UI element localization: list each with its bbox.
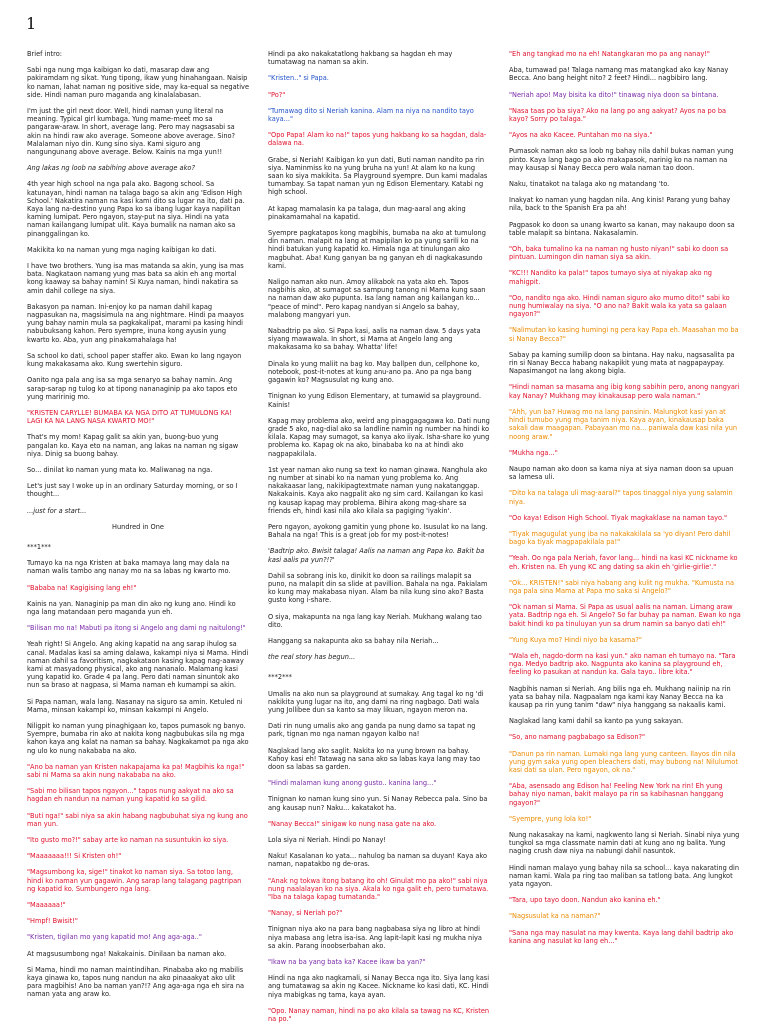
- paragraph: "Ano ba naman yan Kristen nakapajama ka pa! Magbihis ka nga!" sabi ni Mama sa akin nung nakababa na ako.: [27, 762, 247, 779]
- paragraph: "Opo Papa! Alam ko na!" tapos yung hakbang ko sa hagdan, dala-dalawa na.: [268, 131, 487, 148]
- paragraph: That's my mom! Kapag galit sa akin yan, buong-buo yung pangalan ko. Kaya eto na naman, ang lakas na naman ng sigaw niya. Dinig sa buong bahay.: [27, 433, 241, 458]
- paragraph: Naku! Kasalanan ko yata... nahulog ba naman sa duyan! Kaya ako naman, napatakbo ng de-oras.: [268, 852, 490, 869]
- paragraph: Inakyat ko naman yung hagdan nila. Ang kinis! Parang yung bahay nila, back to the Spanish Era pa ah!: [509, 196, 733, 213]
- paragraph: Let's just say I woke up in an ordinary Saturday morning, or so I thought...: [27, 482, 240, 499]
- paragraph: Yeah right! Si Angelo. Ang aking kapatid na ang sarap ihulog sa canal. Madalas kasi sa aming dalawa, kakampi niya si Mama. Hindi naman dahil sa favoritism, nagkakataon kasing kapag nag-aaway kami at masyadong physical, ako ang nananalo. Malamang kasi yung kapatid ko. Grade 4 pa lang. Pero dati naman sinuntok ako nun sa braso at nagpasa, si Mama naman eh kumampi sa akin.: [27, 640, 251, 690]
- paragraph: Umalis na ako nun sa playground at sumakay. Ang tagal ko ng 'di nakikita yung lugar na ito, ang dami na ring nagbago. Dati wala yung Jollibee dun sa kanto sa may likuan, ngayon meron na.: [268, 689, 486, 714]
- paragraph: "Oo kaya! Edison High School. Tiyak magkaklase na naman tayo.": [509, 513, 728, 522]
- paragraph: "Ok naman si Mama. Si Papa as usual aalis na naman. Limang araw yata. Badtrip nga eh. Si Angelo? So far buhay pa naman. Ewan ko nga bakit hindi ko pa tinuluyan yun sa drum namin sa banyo dati eh!": [509, 603, 743, 628]
- paragraph: O siya, makapunta na nga lang kay Neriah. Mukhang walang tao dito.: [268, 612, 484, 629]
- paragraph: "Kristen.." si Papa.: [268, 74, 329, 83]
- text-column-left: [27, 50, 252, 1024]
- paragraph: Bakasyon pa naman. Ini-enjoy ko pa naman dahil kapag nagpasukan na, magsisimula na ang nightmare. Hindi pa maayos yung bahay namin mula sa pagkakalipat, marami pa kasing hindi nabubuksang kahon. Pero syempre, inuna kong ayusin yung kwarto ko. Aba, yun ang pinakamahalaga ha!: [27, 302, 246, 344]
- paragraph: "Sana nga may nasulat na may kwenta. Kaya lang dahil badtrip ako kanina ang nasulat ko lang eh...": [509, 928, 736, 945]
- paragraph: "Anak ng tokwa itong batang ito oh! Ginulat mo pa ako!" sabi niya nung naalalayan ko na siya. Akala ko nga galit eh, pero tumatawa. "Iba na talaga kapag tumatanda.": [268, 876, 491, 902]
- paragraph: "Hindi malaman kung anong gusto.. kanina lang...": [268, 779, 437, 788]
- paragraph: Sa school ko dati, school paper staffer ako. Ewan ko lang ngayon kung makakasama ako. Kung swertehin siguro.: [27, 351, 244, 369]
- paragraph: "Tara, upo tayo doon. Nandun ako kanina eh.": [509, 896, 661, 905]
- paragraph: Syempre pagkatapos kong magbihis, bumaba na ako at tumulong din naman. malapit na lang at mapipilan ko pa yung sarili ko na hindi batukan yung kapatid ko. Himala nga at tinulungan ako magbuhat. Aba! Kung ganyan ba ng ganyan eh di nagkakasundo kami.: [268, 229, 489, 270]
- paragraph: "Tumawag dito si Neriah kanina. Alam na niya na nandito tayo kaya...": [268, 106, 476, 124]
- paragraph: Nagbihis naman si Neriah. Ang bilis nga eh. Mukhang naiinip na rin yata sa bahay nila. Nagpaalam nga kami kay Nanay Becca na ka kausap pa rin yung tanim "daw" niya hanggang sa nakaalis kami.: [509, 684, 733, 709]
- paragraph: At kapag mamalasin ka pa talaga, dun mag-aaral ang aking pinakamamahal na kapatid.: [268, 204, 468, 221]
- paragraph: Pero ngayon, ayokong gamitin yung phone ko. Isusulat ko na lang. Bahala na nga! This is a great job for my post-it-notes!: [268, 522, 490, 540]
- paragraph: "Opo. Nanay naman, hindi na po ako kilala sa tawag na KC, Kristen na po.": [268, 1006, 492, 1024]
- paragraph: "Ikaw na ba yang bata ka? Kacee ikaw ba yan?": [268, 958, 426, 967]
- page-number: 1: [26, 14, 37, 33]
- paragraph: "Ok... KRISTEN!" sabi niya habang ang kulit ng mukha. "Kumusta na nga pala sina Mama at Papa mo saka si Angelo?": [509, 578, 737, 595]
- paragraph: Makikita ko na naman yung mga naging kaibigan ko dati.: [27, 245, 217, 254]
- paragraph: "Sabi mo bilisan tapos ngayon..." tapos nung aakyat na ako sa hagdan eh nandun na naman yung kapatid ko sa gilid.: [27, 787, 236, 804]
- paragraph: "Hmpf! Bwisit!": [27, 917, 78, 926]
- paragraph: Dinala ko yung maliit na bag ko. May ballpen dun, cellphone ko, notebook, post-it-notes at kung anu-ano pa. Ano pa nga bang gagawin ko? Magsusulat ng kung ano.: [268, 359, 482, 385]
- paragraph: "Kristen, tigilan mo yang kapatid mo! Ang aga-aga..": [27, 933, 202, 942]
- paragraph: "Neriah apo! May bisita ka dito!" tinawag niya doon sa bintana.: [509, 90, 719, 99]
- paragraph: "KRISTEN CARYLLE! BUMABA KA NGA DITO AT TUMULONG KA! LAGI KA NA LANG NASA KWARTO MO!": [27, 408, 235, 426]
- paragraph: "Nanay Becca!" sinigaw ko nung nasa gate na ako.: [268, 819, 437, 828]
- paragraph: Niligpit ko naman yung pinaghigaan ko, tapos pumasok ng banyo. Syempre, bumaba rin ako at nakita kong nagbubukas sila ng mga kahon kaya ang kalat na naman sa bahay. Nagkakamot pa nga ako ng ulo ko nung nakababa na ako.: [27, 721, 251, 755]
- paragraph: Hindi pa ako nakakatatlong hakbang sa hagdan eh may tumatawag na naman sa akin.: [268, 50, 455, 67]
- paragraph: Kapag may problema ako, weird ang pinaggagagawa ko. Dati nung grade 5 ako, nag-dial ako sa landline namin ng number na hindi ko kilala. Kapag may sumagot, sa kanya ako iiyak. Isha-share ko yung problema ko. Kapag ok na ako, binababa ko na at hindi ako nagpapakilala.: [268, 416, 492, 458]
- paragraph: Dahil sa sobrang inis ko, dinikit ko doon sa railings malapit sa puno, na malapit din sa slide at pavillion. Bahala na nga. Pakialam ko kung may makabasa niyan. Alam ba nila kung sino ako? Basta gusto kong i-share.: [268, 571, 490, 605]
- paragraph: "Eh ang tangkad mo na eh! Natangkaran mo pa ang nanay!": [509, 50, 710, 58]
- paragraph: Naligo naman ako nun. Amoy alikabok na yata ako eh. Tapos nagbihis ako, at sumagot sa sampung tanong ni Mama kung saan na naman daw ako pupunta. Isa lang naman ang kailangan ko... "peace of mind". Pero kapag nandyan si Angelo sa bahay, malabong mangyari yun.: [268, 278, 488, 319]
- paragraph: "Wala eh, nagdo-dorm na kasi yun." ako naman eh tumayo na. "Tara nga. Medyo badtrip ako. Nagpunta ako kanina sa playground eh, feeling ko pasukan at nandun ka. Gala tayo.. libre kita.": [509, 651, 738, 677]
- paragraph: Oanito nga pala ang isa sa mga senaryo sa bahay namin. Ang sarap-sarap ng tulog ko at tipong nananaginip pa ako tapos eto yung maririnig mo.: [27, 376, 240, 401]
- paragraph: Hindi na nga ako nagkamali, si Nanay Becca nga ito. Siya lang kasi ang tumatawag sa akin ng Kacee. Nickname ko kasi dati, KC. Hindi niya mabigkas ng tama, kaya ayan.: [268, 974, 492, 999]
- paragraph: So... dinilat ko naman yung mata ko. Maliwanag na nga.: [27, 465, 213, 474]
- paragraph: "Magsumbong ka, sige!" tinakot ko naman siya. Sa totoo lang, hindi ko naman yun gagawin. Ang sarap lang talagang pagtripan ng kapatid ko. Sumbungero nga lang.: [27, 868, 244, 893]
- paragraph: "Maaaaaa!": [27, 901, 66, 910]
- paragraph: Nung nakasakay na kami, nagkwento lang si Neriah. Sinabi niya yung tungkol sa mga classmate namin dati at kung ano ng balita. Yung naging crush daw niya na nabungi dahil nasuntok.: [509, 831, 742, 856]
- paragraph: Hundred in One: [112, 522, 164, 531]
- paragraph: "Nalimutan ko kasing humingi ng pera kay Papa eh. Maasahan mo ba si Nanay Becca?": [509, 326, 741, 343]
- paragraph: Nabadtrip pa ako. Si Papa kasi, aalis na naman daw. 5 days yata siyang mawawala. In short, si Mama at Angelo lang ang makakasama ko sa bahay. Whatta' life!: [268, 327, 483, 352]
- paragraph: "Tiyak magugulat yung iba na nakakakilala sa 'yo diyan! Pero dahil bago ka tiyak magpapakilala pa!": [509, 529, 733, 547]
- paragraph: Naupo naman ako doon sa kama niya at siya naman doon sa upuan sa lamesa uli.: [509, 464, 736, 482]
- paragraph: Sabi nga nung mga kaibigan ko dati, masarap daw ang pakiramdam ng sikat. Yung tipong, ikaw yung hinahangaan. Naisip ko naman, lahat naman ng positive side, may ka-equal sa negative side. Hindi naman puro maganda ang kinalalabasan.: [27, 66, 252, 99]
- paragraph: "Mukha nga...": [509, 448, 558, 457]
- paragraph: Hanggang sa nakapunta ako sa bahay nila Neriah...: [268, 636, 439, 645]
- paragraph: Naglakad lang ako saglit. Nakita ko na yung brown na bahay. Kahoy kasi eh! Tatawag na sana ako sa labas kaya lang may tao doon sa labas sa garden.: [268, 746, 483, 771]
- paragraph: Naglakad lang kami dahil sa kanto pa yung sakayan.: [509, 717, 684, 726]
- paragraph: 4th year high school na nga pala ako. Bagong school. Sa katunayan, hindi naman na talaga bago sa akin ang 'Edison High School.' Nakatira naman na kasi kami dito sa lugar na ito, dati pa. Kaya lang na-destino yung Papa ko sa ibang lugar kaya napilitan kaming lumipat. Pero ngayon, stay-put na siya. Hindi na yata naman kailangang lumipat ulit. Kaya bumalik na naman ako sa pinanggalingan ko.: [27, 180, 247, 238]
- paragraph: "Ayos na ako Kacee. Puntahan mo na siya.": [509, 131, 653, 140]
- paragraph: "Bababa na! Kagigising lang eh!": [27, 583, 137, 592]
- paragraph: Hindi naman malayo yung bahay nila sa school... kaya nakarating din naman kami. Wala pa ring tao maliban sa tatlong bata. Ang lungkot yata ngayon.: [509, 863, 742, 889]
- paragraph: I'm just the girl next door. Well, hindi naman yung literal na meaning. Typical girl kumbaga. Yung mame-meet mo sa pangaraw-araw. In short, average lang. Pero may nagsasabi sa akin na hindi raw ako average. Someone above average. Sino? Malalaman niyo din. Kung sino siya. Kami siguro ang nangungunang above average. Below. Kainis na mga yun!!: [27, 107, 238, 157]
- paragraph: "Syempre, yung lola ko!": [509, 814, 592, 823]
- paragraph: "Dito ka na talaga uli mag-aaral?" tapos tinaggal niya yung salamin niya.: [509, 489, 735, 506]
- paragraph: Brief intro:: [27, 50, 62, 58]
- paragraph: ***1***: [27, 542, 51, 551]
- paragraph: "Po?": [268, 90, 286, 99]
- paragraph: "Bilisan mo na! Mabuti pa itong si Angelo ang dami ng naitulong!": [27, 624, 246, 633]
- paragraph: "Ahh, yun ba? Huwag mo na lang pansinin. Malungkot kasi yan at hindi tumubo yung mga tanim niya. Kaya ayan, kinakausap baka sakali daw maagapan. Pabayaan mo na... paniwala daw kasi nila yun noong araw.": [509, 407, 740, 441]
- paragraph: "Buti nga!" sabi niya sa akin habang nagbubuhat siya ng kung ano man yun.: [27, 811, 250, 828]
- paragraph: Tinignan niya ako na para bang nagbabasa siya ng libro at hindi niya mabasa ang letra isa-isa. Ang lapit-lapit kasi ng mukha niya sa akin. Parang inoobserbahan ako.: [268, 925, 485, 950]
- paragraph: "Yung Kuya mo? Hindi niyo ba kasama?": [509, 635, 642, 644]
- paragraph: "Ito gusto mo?!" sabay arte ko naman na susuntukin ko siya.: [27, 836, 229, 845]
- paragraph: Kainis na yan. Nanaginip pa man din ako ng kung ano. Hindi ko nga lang matandaan pero maganda yun eh.: [27, 599, 238, 616]
- paragraph: Aba, tumawad pa! Talaga namang mas matangkad ako kay Nanay Becca. Ano bang height nito? 2 feet? Hindi... nagbibiro lang.: [509, 66, 731, 83]
- text-column-middle: [268, 50, 490, 1024]
- paragraph: ...just for a start...: [27, 506, 87, 515]
- paragraph: Grabe, si Neriah! Kaibigan ko yun dati, Buti naman nandito pa rin siya. Naminmiss ko na yung bruha na yun! At alam ko na kung saan ko siya makikita. Sa Playground syempre. Dun kami madalas tumambay. Sa tapat naman yun ng Edison Elementary. Katabi ng high school.: [268, 155, 490, 197]
- paragraph: "Oh, baka tumalino ka na naman ng husto niyan!" sabi ko doon sa pintuan. Lumingon din naman siya sa akin.: [509, 245, 731, 262]
- paragraph: "Yeah. Oo nga pala Neriah, favor lang... hindi na kasi KC nickname ko eh. Kristen na. Eh yung KC ang dating sa akin eh 'girlie-girlie'.": [509, 554, 740, 571]
- paragraph: Si Papa naman, wala lang. Nasanay na siguro sa amin. Ketuled ni Mama, minsan kakampi ko, minsan kakampi ni Angelo.: [27, 697, 245, 714]
- paragraph: Dati rin nung umalis ako ang ganda pa nung damo sa tapat ng park, tignan mo nga naman ngayon kalbo na!: [268, 722, 478, 739]
- paragraph: "Nanay, si Neriah po?": [268, 909, 343, 918]
- paragraph: Tinignan ko naman kung sino yun. Si Nanay Rebecca pala. Sino ba ang kausap nun? Naku... kakatakot ha.: [268, 795, 490, 812]
- paragraph: Sabay pa kaming sumilip doon sa bintana. Hay naku, nagsasalita pa rin si Nanay Becca habang nakapikit yung mata at nagpapaypay. Napasimangot na lang akong bigla.: [509, 350, 737, 376]
- paragraph: 1st year naman ako nung sa text ko naman ginawa. Nanghula ako ng number at sinabi ko na naman yung problema ko. Ang nakakaasar lang, nakikipagtextmate naman yung nakatanggap. Nakakainis. Kaya ako nagpalit ako ng sim card. Kailangan ko kasi ng kausap kapag may problema. Bihira akong mag-share sa friends eh, hindi kasi nila ako kilala sa pagiging 'iyakin'.: [268, 465, 490, 515]
- paragraph: "Nasa taas po ba siya? Ako na lang po ang aakyat? Ayos na po ba kayo? Sorry po talaga.": [509, 106, 729, 124]
- paragraph: 'Badtrip ako. Bwisit talaga! Aalis na naman ang Papa ko. Bakit ba kasi aalis pa yun?!?': [268, 547, 487, 564]
- paragraph: Tumayo ka na nga Kristen at baka mamaya lang may dala na naman walis tambo ang nanay mo na sa labas ng kwarto mo.: [27, 559, 232, 576]
- paragraph: "Nagsusulat ka na naman?": [509, 912, 601, 921]
- paragraph: Naku, tinatakot na talaga ako ng matandang 'to.: [509, 180, 670, 189]
- paragraph: "KC!!! Nandito ka pala!" tapos tumayo siya at niyakap ako ng mahigpit.: [509, 269, 715, 286]
- paragraph: "Hindi naman sa masama ang ibig kong sabihin pero, anong nangyari kay Nanay? Mukhang may kinakausap pero wala naman.": [509, 383, 742, 400]
- paragraph: "So, ano namang pagbabago sa Edison?": [509, 733, 646, 742]
- paragraph: Pumasok naman ako sa loob ng bahay nila dahil bukas naman yung pinto. Kaya lang bago pa ako makapasok, narinig ko na naman na may kausap si Nanay Becca pero wala naman tao doon.: [509, 147, 736, 172]
- paragraph: At magsusumbong nga! Nakakainis. Dinilaan ba naman ako.: [27, 949, 227, 958]
- paragraph: "Aba, asensado ang Edison ha! Feeling New York na rin! Eh yung bahay niyo naman, bakit malayo pa rin sa kabihasnan hanggang ngayon?": [509, 782, 726, 807]
- paragraph: the real story has begun...: [268, 653, 356, 662]
- paragraph: "Danun pa rin naman. Lumaki nga lang yung canteen. Ilayos din nila yung gym saka yung open bleachers dati, may bubong na! Nilulumot kasi dati sa ulan. Pero ngayon, ok na.": [509, 749, 741, 774]
- paragraph: I have two brothers. Yung isa mas matanda sa akin, yung isa mas bata. Nagkataon namang yung mas bata sa akin eh ang mortal kong kaaway sa bahay namin! Si Kuya naman, hindi nakatira sa amin dahil college na siya.: [27, 262, 246, 295]
- paragraph: Lola siya ni Neriah. Hindi po Nanay!: [268, 836, 387, 845]
- paragraph: Pagpasok ko doon sa unang kwarto sa kanan, may nakaupo doon sa table malapit sa bintana. Nakasalamin.: [509, 220, 737, 237]
- paragraph: "Oo, nandito nga ako. Hindi naman siguro ako mumo dito!" sabi ko nung humiwalay na siya. "O ano na? Bakit wala ka yata sa galaan ngayon?": [509, 293, 732, 319]
- paragraph: "Maaaaaaa!!! Si Kristen oh!": [27, 852, 122, 861]
- paragraph: Tinignan ko yung Edison Elementary, at tumawid sa playground. Kainis!: [268, 392, 484, 409]
- paragraph: ***2***: [268, 673, 292, 682]
- paragraph: Ang lakas ng loob na sabihing above average ako?: [27, 164, 195, 173]
- paragraph: Si Mama, hindi mo naman maintindihan. Pinababa ako ng mabilis kaya ginawa ko, tapos nung nandun na ako pinaaakyat ako ulit para magbihis! Ano ba naman yan?!? Ang aga-aga nga eh sira na naman yata ang araw ko.: [27, 965, 247, 999]
- text-column-right: [509, 50, 741, 1024]
